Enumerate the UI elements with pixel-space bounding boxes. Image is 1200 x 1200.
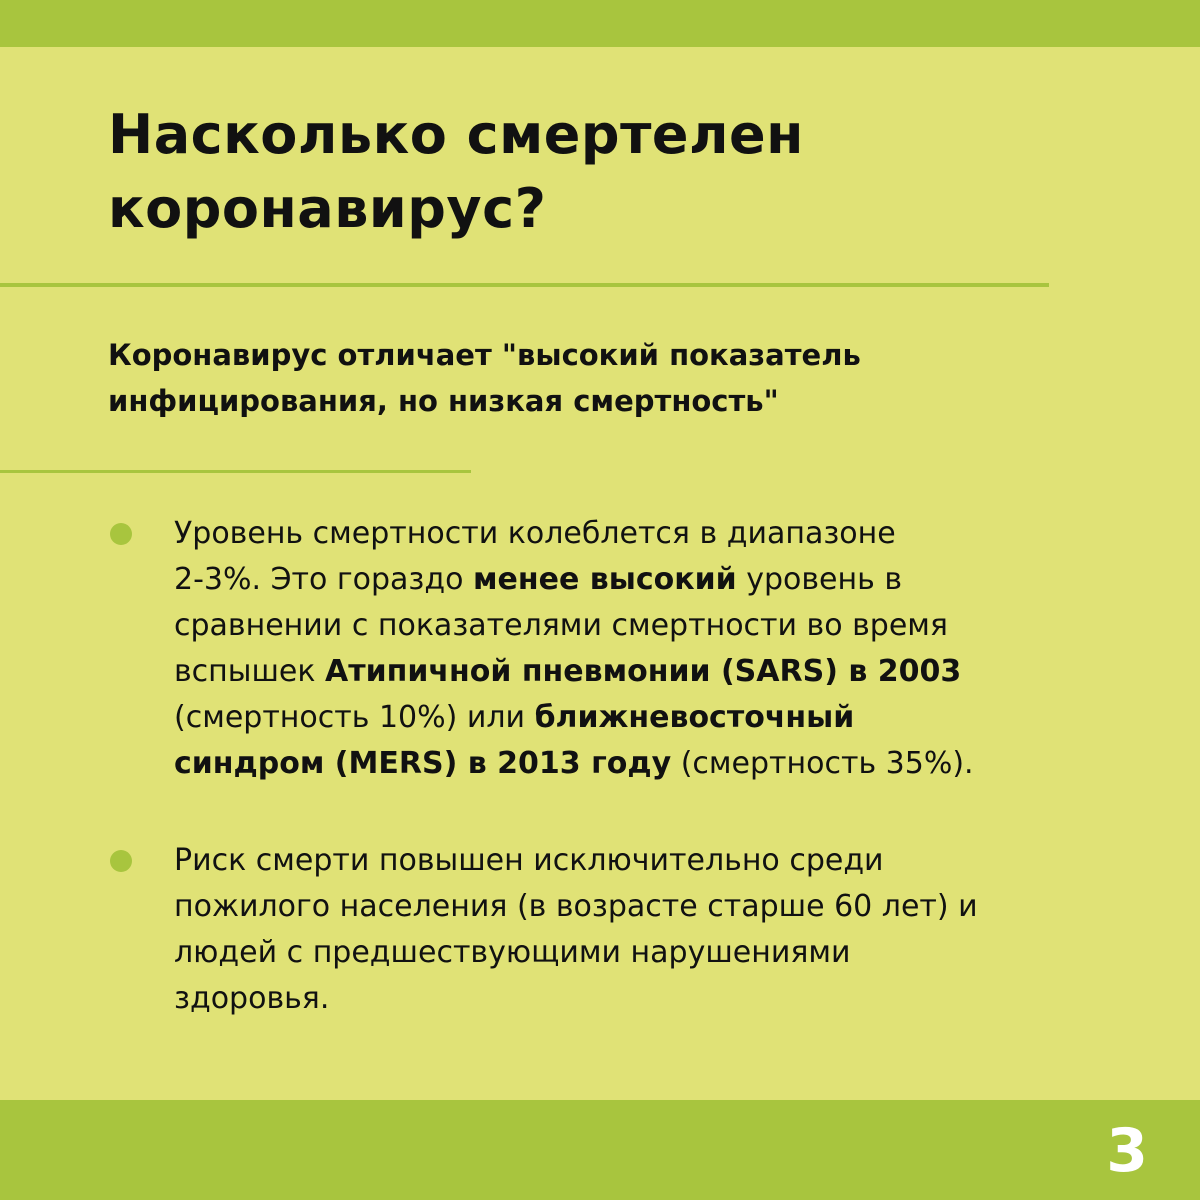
bullet-line: Риск смерти повышен исключительно среди	[174, 843, 884, 878]
subtitle-line-1: Коронавирус отличает "высокий показатель	[108, 338, 861, 372]
text-span: (смертность 10%) или	[174, 700, 535, 735]
page-number: 3	[1106, 1116, 1148, 1186]
text-span: сравнении с показателями смертности во время	[174, 608, 948, 643]
bullet-line: здоровья.	[174, 981, 330, 1016]
bullet-line	[174, 741, 974, 787]
bullet-line	[174, 557, 974, 603]
title-line-1: Насколько смертелен	[108, 103, 804, 166]
subtitle-divider	[0, 470, 471, 473]
text-span: вспышек	[174, 654, 326, 689]
page-title	[108, 98, 804, 246]
bullet-line: людей с предшествующими нарушениями	[174, 935, 851, 970]
text-span: Уровень смертности колеблется в диапазоне	[174, 516, 896, 551]
bullet-line	[174, 649, 974, 695]
title-divider	[0, 283, 1049, 287]
text-span: уровень в	[736, 562, 903, 597]
bullet-dot-icon	[110, 523, 132, 545]
bullet-dot-icon	[110, 850, 132, 872]
bullet-line	[174, 511, 974, 557]
bold-text: Атипичной пневмонии (SARS) в 2003	[325, 654, 962, 689]
subtitle	[108, 332, 861, 424]
bullet-text	[174, 838, 978, 1022]
bottom-band	[0, 1100, 1200, 1200]
bullet-text	[174, 511, 974, 787]
text-span: (смертность 35%).	[671, 746, 974, 781]
bullet-line	[174, 603, 974, 649]
bold-text: синдром (MERS) в 2013 году	[174, 746, 672, 781]
bullet-line	[174, 695, 974, 741]
subtitle-line-2: инфицирования, но низкая смертность"	[108, 384, 779, 418]
bold-text: менее высокий	[473, 562, 737, 597]
bullet-line: пожилого населения (в возрасте старше 60 лет) и	[174, 889, 978, 924]
top-band	[0, 0, 1200, 47]
text-span: 2-3%. Это гораздо	[174, 562, 474, 597]
title-line-2: коронавирус?	[108, 177, 547, 240]
bold-text: ближневосточный	[534, 700, 855, 735]
